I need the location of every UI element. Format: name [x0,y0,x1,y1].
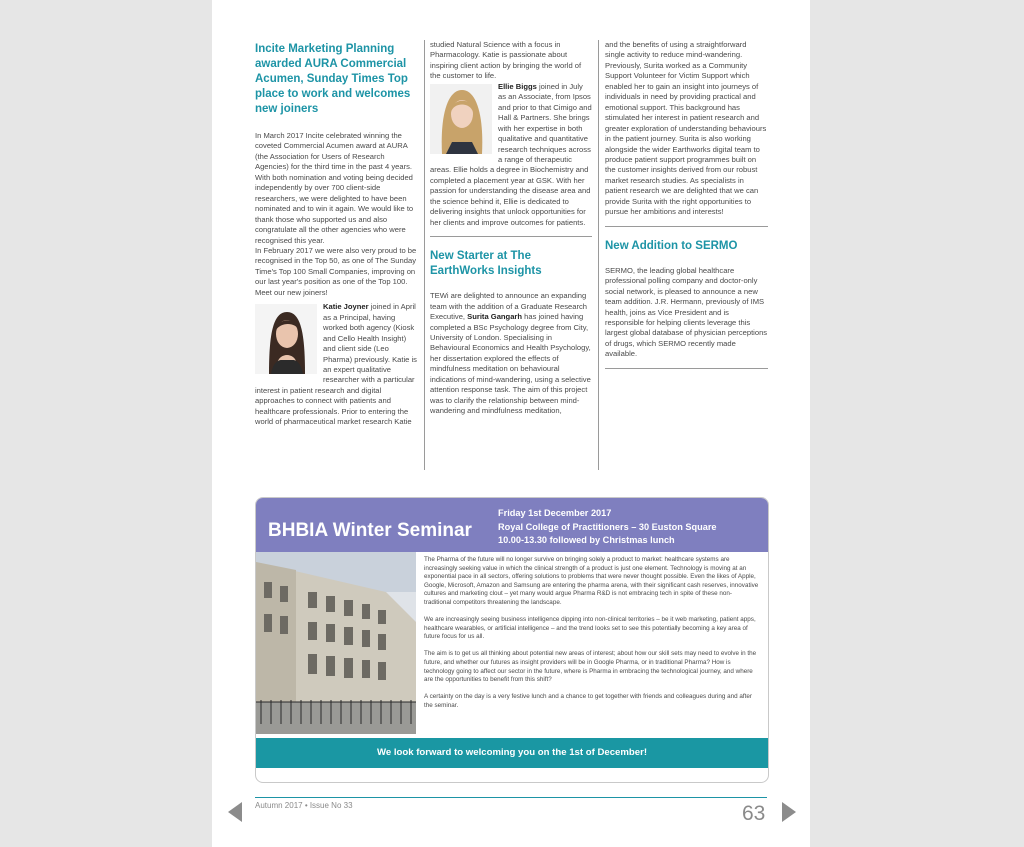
seminar-box [255,497,769,783]
column-3 [605,40,768,377]
column-1 [255,40,420,428]
seminar-venue: Royal College of Practitioners – 30 Euston Square [498,521,717,532]
section-divider [605,226,768,227]
paragraph: studied Natural Science with a focus in Pharmacology. Katie is passionate about inspiring client action by bringing the world of the customer to life. [430,40,582,81]
paragraph: We are increasingly seeing business intelligence dipping into non-clinical territories – be it web marketing, patient apps, healthcare wearables, or artificial intelligence – and the trend looks set to see this potentially becoming a key area of future focus for us all. [424,616,756,641]
section-divider [430,236,592,237]
column-2 [430,40,592,417]
paragraph: TEWi are delighted to announce an expanding team with the addition of a Graduate Research Executive, [430,291,588,322]
page-number: 63 [742,802,766,825]
paragraph: SERMO, the leading global healthcare professional polling company and doctor-only social network, is pleased to announce a new team addition. J.R. Hermann, previously of IMS health, joins as Vice President and is responsible for helping clients leverage this largest global database of physician perceptions of drugs, which SERMO recently made available. [605,265,768,359]
seminar-title: BHBIA Winter Seminar [268,520,472,541]
seminar-footer-banner: We look forward to welcoming you on the 1st of December! [256,738,768,768]
seminar-header [256,498,768,552]
ellie-biggs-photo [430,84,492,154]
paragraph: has joined having completed a BSc Psychology degree from City, University of London. Specialising in Behavioural Economics and Health Psychology, her dissertation explored the effects of mindfulness meditation on behavioural indications of mind-wandering, using a selective attention response task. The aim of this project was to clarify the relationship between mind-wandering and mindfulness meditation, [430,312,591,416]
section-divider [605,368,768,369]
paragraph: joined in April as a Principal, having worked both agency (Kiosk and Cello Health Insight) and client side (Leo Pharma) previously. Katie is an expert qualitative researcher with a particular interest in patient research and digital approaches to connect with patients and healthcare professionals. Prior to entering the world of pharmaceutical market research Katie [255,302,417,427]
article-heading: New Addition to SERMO [605,239,738,252]
column-divider [598,40,599,470]
previous-page-arrow-icon[interactable] [228,802,242,822]
paragraph: In March 2017 Incite celebrated winning the coveted Commercial Acumen award at AURA (the Association for Users of Research Agencies) for the third time in the past 4 years. With both nomination and voting being decided independently by over 700 client-side researchers, we were delighted to have been nominated and to win it again. We would like to thank those who supported us and also congratulate all the other agencies who were recognised this year. [255,131,414,245]
next-page-arrow-icon[interactable] [782,802,796,822]
issue-label: Autumn 2017 • Issue No 33 [255,801,353,810]
footer-rule [255,797,767,798]
katie-joyner-name: Katie Joyner [323,302,369,312]
seminar-date: Friday 1st December 2017 [498,508,612,518]
seminar-time: 10.00-13.30 followed by Christmas lunch [498,535,675,546]
article-heading: New Starter at The EarthWorks Insights [430,250,542,278]
paragraph: and the benefits of using a straightforward single activity to reduce mind-wandering. Previously, Surita worked as a Community Support Volunteer for Victim Support which enabled her to gain an insight into journeys of individuals in need by providing practical and emotional support. This background has stimulated her interest in patient research and greater exploration of understanding behaviours in the patient journey. Surita is also working alongside the wider Earthworks digital team to produce patient support programmes built on the customer insights derived from our robust market research studies. As specialists in patient research we are delighted that we can provide Surita with the right opportunities to pursue her ambitions and interests! [605,40,767,217]
building-photo [256,552,416,734]
paragraph: In February 2017 we were also very proud to be recognised in the Top 50, as one of The Sunday Time's Top 100 Small Companies, improving on our last year's position as one of the Top 100. Meet our new joiners! [255,245,417,297]
seminar-description [424,556,759,719]
katie-joyner-photo [255,304,317,374]
seminar-details [498,507,717,548]
column-divider [424,40,425,470]
paragraph: joined in July as an Associate, from Ipsos and prior to that Cimigo and Hall & Partners. She brings with her expertise in both qualitative and quantitative research techniques across a range of therapeutic areas. Ellie holds a degree in Biochemistry and completed a placement year at GSK. With her passion for understanding the disease area and the science behind it, Ellie is dedicated to delivering insights that unlock opportunities for her clients and improve outcomes for patients. [430,81,592,227]
paragraph: A certainty on the day is a very festive lunch and a chance to get together with friends and colleagues during and after the seminar. [424,693,752,709]
ellie-biggs-name: Ellie Biggs [498,81,537,91]
paragraph: The Pharma of the future will no longer survive on bringing solely a product to market: healthcare systems are increasingly seeking value in which the clinical strength of a product is just one element. Technology is moving at an exponential pace in all sectors, offering solutions to problems that were never thought possible. Even the likes of Apple, Google, Microsoft, Amazon and Samsung are entering the pharma arena, with their significant cash reserves, innovative cultures and marketing clout – yet many would argue Pharma R&D is not embracing tech in spite of these non-traditional competitors threatening the landscape. [424,556,759,606]
article-heading: Incite Marketing Planning awarded AURA Commercial Acumen, Sunday Times Top place to work and welcomes new joiners [255,43,411,115]
paragraph: The aim is to get us all thinking about potential new areas of interest; about how our skill sets may need to evolve in the future, and whether our futures as insight providers will be in Google Pharma, or in traditional Pharma? How is technology going to affect our sector in the future, where is Pharma in embracing the technological journey, and where are the opportunities to benefit from this shift? [424,650,757,684]
surita-gangarh-name: Surita Gangarh [467,312,523,322]
